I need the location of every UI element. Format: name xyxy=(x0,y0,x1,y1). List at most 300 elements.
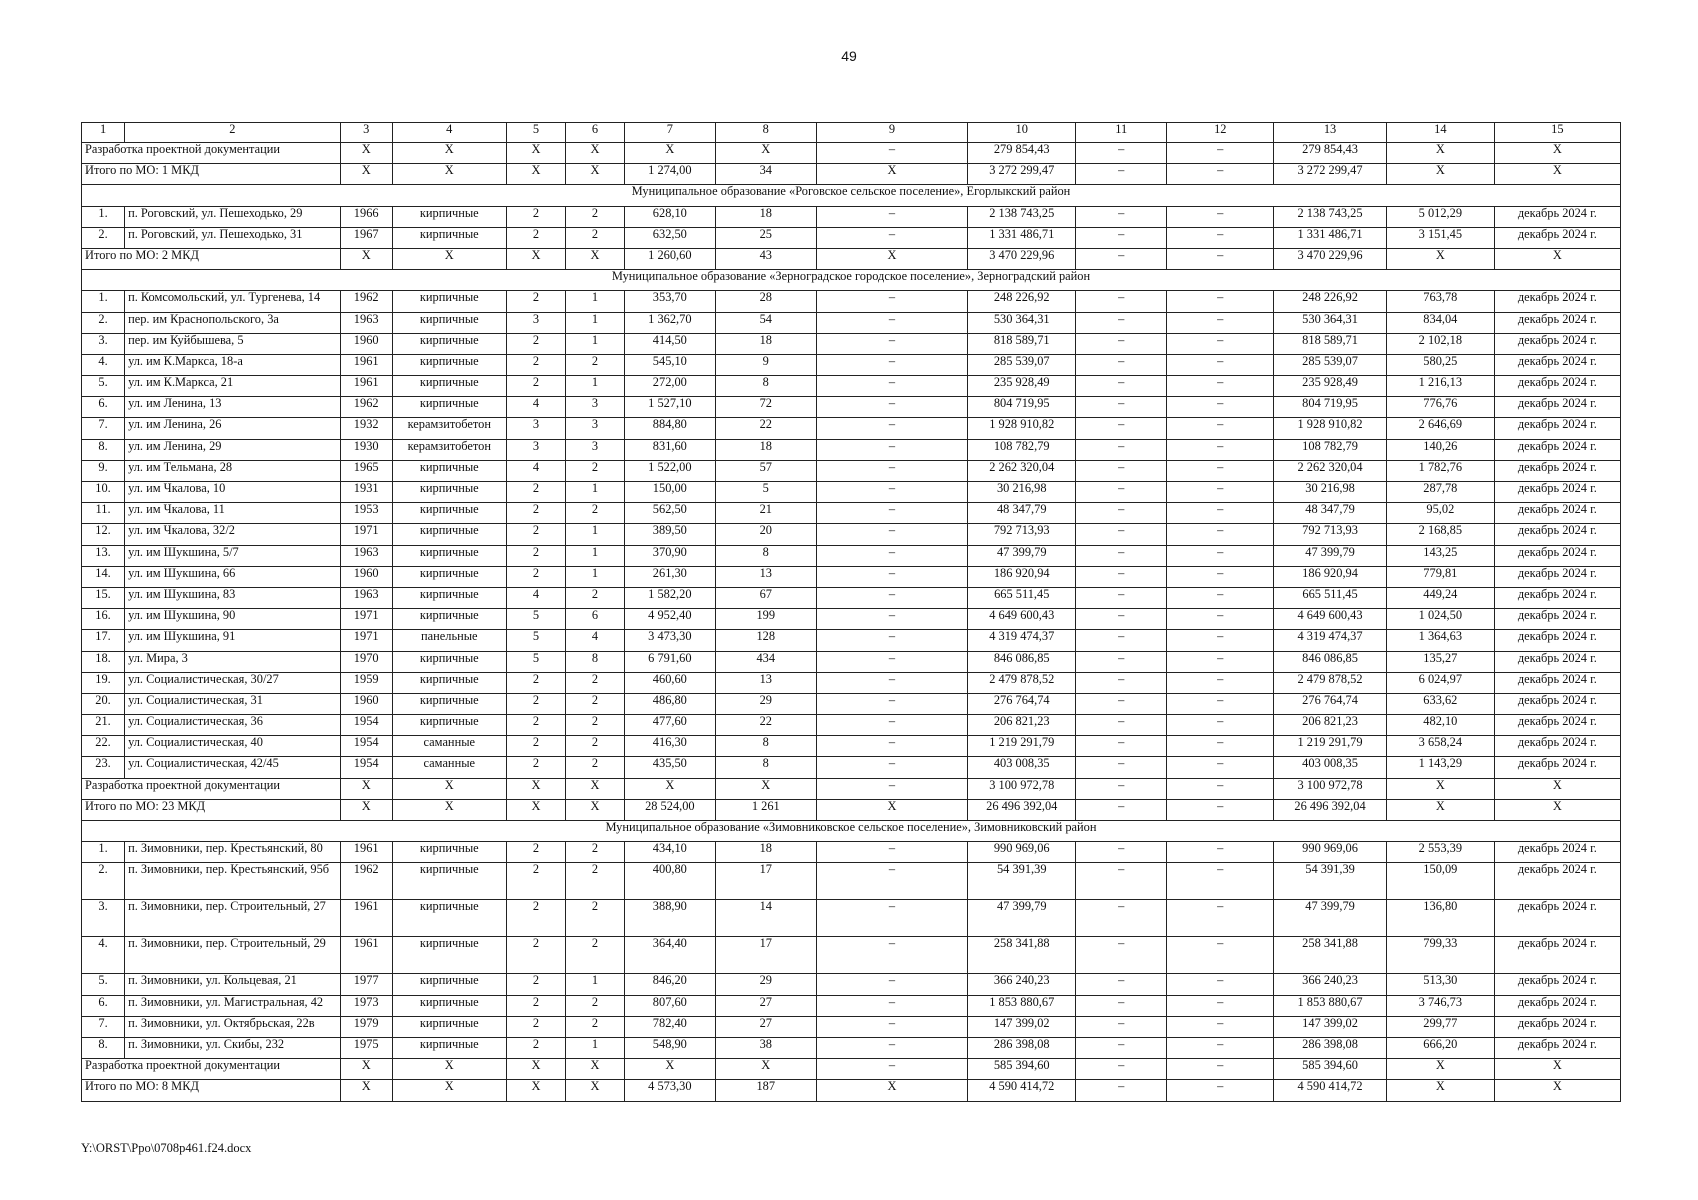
column-number-cell: 9 xyxy=(816,123,968,143)
table-cell: 580,25 xyxy=(1386,354,1494,375)
table-cell: 807,60 xyxy=(624,995,715,1016)
table-cell: 804 719,95 xyxy=(968,397,1076,418)
table-cell: 846 086,85 xyxy=(1274,651,1387,672)
table-cell: – xyxy=(1076,778,1167,799)
table-cell: 2 xyxy=(566,354,624,375)
municipality-title: Муниципальное образование «Роговское сельское поселение», Егорлыкский район xyxy=(82,185,1621,206)
table-cell: 1963 xyxy=(340,587,392,608)
address-cell: п. Роговский, ул. Пешеходько, 29 xyxy=(125,206,340,227)
table-cell: X xyxy=(816,248,968,269)
table-cell: декабрь 2024 г. xyxy=(1494,354,1620,375)
table-cell: кирпичные xyxy=(392,587,506,608)
table-cell: X xyxy=(566,778,624,799)
address-cell: ул. Мира, 3 xyxy=(125,651,340,672)
table-cell: – xyxy=(1167,937,1274,974)
table-cell: 403 008,35 xyxy=(1274,757,1387,778)
table-cell: 818 589,71 xyxy=(968,333,1076,354)
table-cell: 513,30 xyxy=(1386,974,1494,995)
table-cell: 2 xyxy=(506,842,566,863)
table-cell: 21 xyxy=(716,503,817,524)
table-cell: – xyxy=(1167,693,1274,714)
table-cell: 147 399,02 xyxy=(1274,1016,1387,1037)
table-cell: 1 xyxy=(566,482,624,503)
table-row xyxy=(82,227,1621,248)
row-number-cell: 3. xyxy=(82,333,125,354)
table-cell: 2 xyxy=(566,587,624,608)
table-cell: – xyxy=(816,609,968,630)
table-cell: кирпичные xyxy=(392,651,506,672)
table-cell: – xyxy=(1167,587,1274,608)
table-cell: 6 791,60 xyxy=(624,651,715,672)
column-number-cell: 7 xyxy=(624,123,715,143)
table-cell: 2 xyxy=(506,1016,566,1037)
table-cell: 389,50 xyxy=(624,524,715,545)
houses-table xyxy=(81,122,1621,1102)
table-cell: декабрь 2024 г. xyxy=(1494,503,1620,524)
table-row xyxy=(82,937,1621,974)
table-cell: 1931 xyxy=(340,482,392,503)
table-cell: – xyxy=(1167,354,1274,375)
table-cell: 1960 xyxy=(340,566,392,587)
table-cell: кирпичные xyxy=(392,566,506,587)
table-cell: – xyxy=(816,545,968,566)
table-cell: 2 xyxy=(566,715,624,736)
address-cell: ул. им Тельмана, 28 xyxy=(125,460,340,481)
table-row xyxy=(82,587,1621,608)
total-row xyxy=(82,143,1621,164)
table-cell: 186 920,94 xyxy=(968,566,1076,587)
table-cell: 67 xyxy=(716,587,817,608)
table-cell: – xyxy=(816,333,968,354)
table-cell: 548,90 xyxy=(624,1037,715,1058)
column-number-cell: 4 xyxy=(392,123,506,143)
row-number-cell: 12. xyxy=(82,524,125,545)
table-cell: 1975 xyxy=(340,1037,392,1058)
table-cell: – xyxy=(1167,1080,1274,1101)
table-cell: 3 272 299,47 xyxy=(968,164,1076,185)
table-cell: декабрь 2024 г. xyxy=(1494,693,1620,714)
table-cell: 799,33 xyxy=(1386,937,1494,974)
table-cell: кирпичные xyxy=(392,609,506,630)
table-cell: 1970 xyxy=(340,651,392,672)
row-number-cell: 21. xyxy=(82,715,125,736)
table-cell: – xyxy=(1167,651,1274,672)
table-cell: декабрь 2024 г. xyxy=(1494,842,1620,863)
table-cell: X xyxy=(566,248,624,269)
table-cell: – xyxy=(1076,248,1167,269)
table-cell: декабрь 2024 г. xyxy=(1494,418,1620,439)
table-row xyxy=(82,206,1621,227)
table-row xyxy=(82,693,1621,714)
table-row xyxy=(82,974,1621,995)
table-cell: 1 219 291,79 xyxy=(968,736,1076,757)
total-label: Итого по МО: 23 МКД xyxy=(82,799,341,820)
address-cell: ул. Социалистическая, 42/45 xyxy=(125,757,340,778)
table-cell: 2 xyxy=(506,900,566,937)
table-cell: – xyxy=(1167,460,1274,481)
table-cell: 628,10 xyxy=(624,206,715,227)
table-cell: – xyxy=(1167,900,1274,937)
table-cell: 1960 xyxy=(340,333,392,354)
row-number-cell: 6. xyxy=(82,995,125,1016)
table-cell: – xyxy=(1167,1059,1274,1080)
table-cell: – xyxy=(816,206,968,227)
table-cell: кирпичные xyxy=(392,842,506,863)
table-cell: – xyxy=(816,937,968,974)
table-cell: X xyxy=(506,799,566,820)
table-cell: 366 240,23 xyxy=(968,974,1076,995)
table-cell: 3 473,30 xyxy=(624,630,715,651)
table-cell: декабрь 2024 г. xyxy=(1494,609,1620,630)
table-cell: 2 xyxy=(566,693,624,714)
table-cell: – xyxy=(1076,974,1167,995)
table-cell: – xyxy=(1076,693,1167,714)
row-number-cell: 13. xyxy=(82,545,125,566)
address-cell: п. Зимовники, пер. Крестьянский, 95б xyxy=(125,863,340,900)
table-cell: – xyxy=(1076,566,1167,587)
table-cell: 364,40 xyxy=(624,937,715,974)
table-cell: 1 xyxy=(566,566,624,587)
table-cell: 285 539,07 xyxy=(968,354,1076,375)
table-cell: 14 xyxy=(716,900,817,937)
table-cell: – xyxy=(816,439,968,460)
table-cell: – xyxy=(1076,715,1167,736)
table-cell: – xyxy=(1076,354,1167,375)
table-cell: X xyxy=(392,1080,506,1101)
table-cell: 29 xyxy=(716,974,817,995)
table-cell: 2 xyxy=(566,842,624,863)
table-cell: саманные xyxy=(392,736,506,757)
table-cell: X xyxy=(392,143,506,164)
table-cell: – xyxy=(1076,672,1167,693)
total-label: Итого по МО: 1 МКД xyxy=(82,164,341,185)
table-cell: 140,26 xyxy=(1386,439,1494,460)
table-cell: 633,62 xyxy=(1386,693,1494,714)
table-cell: X xyxy=(340,164,392,185)
column-number-cell: 12 xyxy=(1167,123,1274,143)
column-number-cell: 2 xyxy=(125,123,340,143)
table-row xyxy=(82,524,1621,545)
table-row xyxy=(82,842,1621,863)
table-cell: – xyxy=(1076,418,1167,439)
table-cell: 782,40 xyxy=(624,1016,715,1037)
table-cell: – xyxy=(1167,609,1274,630)
table-cell: 2 xyxy=(506,715,566,736)
address-cell: п. Зимовники, ул. Кольцевая, 21 xyxy=(125,974,340,995)
table-cell: 2 xyxy=(566,863,624,900)
table-cell: 261,30 xyxy=(624,566,715,587)
row-number-cell: 1. xyxy=(82,842,125,863)
table-cell: X xyxy=(1494,1059,1620,1080)
column-number-cell: 6 xyxy=(566,123,624,143)
table-cell: – xyxy=(1076,630,1167,651)
table-cell: кирпичные xyxy=(392,1037,506,1058)
table-cell: – xyxy=(1076,524,1167,545)
table-cell: 1965 xyxy=(340,460,392,481)
table-cell: 186 920,94 xyxy=(1274,566,1387,587)
row-number-cell: 15. xyxy=(82,587,125,608)
table-cell: декабрь 2024 г. xyxy=(1494,900,1620,937)
table-cell: X xyxy=(340,1080,392,1101)
table-cell: 206 821,23 xyxy=(968,715,1076,736)
table-cell: 1 331 486,71 xyxy=(968,227,1076,248)
table-cell: X xyxy=(1386,1059,1494,1080)
table-cell: 1 928 910,82 xyxy=(968,418,1076,439)
table-row xyxy=(82,757,1621,778)
table-cell: – xyxy=(1076,937,1167,974)
table-cell: 3 272 299,47 xyxy=(1274,164,1387,185)
file-path-footer: Y:\ORST\Ppo\0708p461.f24.docx xyxy=(81,1141,252,1155)
table-cell: 47 399,79 xyxy=(968,900,1076,937)
table-cell: X xyxy=(566,1080,624,1101)
table-cell: 22 xyxy=(716,418,817,439)
address-cell: ул. им Шукшина, 91 xyxy=(125,630,340,651)
total-row xyxy=(82,778,1621,799)
table-cell: 1 xyxy=(566,312,624,333)
address-cell: пер. им Краснопольского, 3а xyxy=(125,312,340,333)
table-cell: 353,70 xyxy=(624,291,715,312)
table-cell: саманные xyxy=(392,757,506,778)
table-cell: 47 399,79 xyxy=(1274,545,1387,566)
table-cell: 1 853 880,67 xyxy=(1274,995,1387,1016)
table-cell: кирпичные xyxy=(392,995,506,1016)
table-cell: декабрь 2024 г. xyxy=(1494,863,1620,900)
table-row xyxy=(82,333,1621,354)
row-number-cell: 8. xyxy=(82,439,125,460)
table-cell: 47 399,79 xyxy=(968,545,1076,566)
table-cell: 1961 xyxy=(340,900,392,937)
table-cell: – xyxy=(816,460,968,481)
table-cell: 3 100 972,78 xyxy=(1274,778,1387,799)
table-cell: 482,10 xyxy=(1386,715,1494,736)
table-cell: X xyxy=(506,164,566,185)
table-cell: 2 xyxy=(506,354,566,375)
table-cell: – xyxy=(1167,974,1274,995)
table-cell: 2 xyxy=(506,566,566,587)
table-cell: 108 782,79 xyxy=(968,439,1076,460)
table-cell: 1 331 486,71 xyxy=(1274,227,1387,248)
table-cell: 1962 xyxy=(340,291,392,312)
page-number: 49 xyxy=(841,48,857,64)
table-cell: 2 138 743,25 xyxy=(968,206,1076,227)
table-cell: – xyxy=(1076,995,1167,1016)
address-cell: п. Роговский, ул. Пешеходько, 31 xyxy=(125,227,340,248)
row-number-cell: 8. xyxy=(82,1037,125,1058)
address-cell: ул. им Ленина, 26 xyxy=(125,418,340,439)
table-cell: кирпичные xyxy=(392,206,506,227)
table-cell: 1954 xyxy=(340,757,392,778)
table-cell: 4 573,30 xyxy=(624,1080,715,1101)
table-row xyxy=(82,376,1621,397)
table-cell: 20 xyxy=(716,524,817,545)
table-cell: 2 262 320,04 xyxy=(1274,460,1387,481)
table-cell: 530 364,31 xyxy=(1274,312,1387,333)
table-cell: 30 216,98 xyxy=(968,482,1076,503)
table-cell: – xyxy=(816,1016,968,1037)
table-cell: X xyxy=(340,799,392,820)
table-cell: 2 xyxy=(506,937,566,974)
table-cell: – xyxy=(1167,995,1274,1016)
table-cell: декабрь 2024 г. xyxy=(1494,937,1620,974)
table-cell: X xyxy=(816,164,968,185)
table-cell: – xyxy=(1167,736,1274,757)
table-cell: 2 xyxy=(566,227,624,248)
table-cell: 18 xyxy=(716,842,817,863)
table-cell: X xyxy=(340,778,392,799)
table-cell: X xyxy=(1386,1080,1494,1101)
table-cell: 28 xyxy=(716,291,817,312)
table-cell: 1 143,29 xyxy=(1386,757,1494,778)
table-cell: 1961 xyxy=(340,376,392,397)
table-cell: X xyxy=(392,1059,506,1080)
table-cell: – xyxy=(816,143,968,164)
table-cell: – xyxy=(1076,757,1167,778)
table-cell: 2 646,69 xyxy=(1386,418,1494,439)
table-cell: 1954 xyxy=(340,736,392,757)
table-cell: 13 xyxy=(716,672,817,693)
table-cell: 1973 xyxy=(340,995,392,1016)
table-cell: X xyxy=(1494,778,1620,799)
table-cell: 2 xyxy=(566,937,624,974)
table-cell: декабрь 2024 г. xyxy=(1494,524,1620,545)
table-row xyxy=(82,482,1621,503)
table-cell: 3 746,73 xyxy=(1386,995,1494,1016)
table-cell: X xyxy=(816,1080,968,1101)
table-cell: кирпичные xyxy=(392,291,506,312)
table-cell: кирпичные xyxy=(392,672,506,693)
table-cell: 48 347,79 xyxy=(1274,503,1387,524)
table-cell: – xyxy=(1167,291,1274,312)
table-cell: – xyxy=(816,842,968,863)
table-cell: – xyxy=(1076,1016,1167,1037)
table-cell: 2 xyxy=(506,503,566,524)
table-cell: – xyxy=(1076,460,1167,481)
table-cell: декабрь 2024 г. xyxy=(1494,439,1620,460)
row-number-cell: 14. xyxy=(82,566,125,587)
table-cell: – xyxy=(816,312,968,333)
column-number-cell: 8 xyxy=(716,123,817,143)
address-cell: п. Зимовники, пер. Крестьянский, 80 xyxy=(125,842,340,863)
table-cell: 143,25 xyxy=(1386,545,1494,566)
table-cell: X xyxy=(506,1080,566,1101)
table-cell: X xyxy=(392,248,506,269)
table-cell: 763,78 xyxy=(1386,291,1494,312)
table-cell: 3 xyxy=(566,439,624,460)
table-cell: декабрь 2024 г. xyxy=(1494,974,1620,995)
table-cell: 2 xyxy=(506,863,566,900)
table-cell: 22 xyxy=(716,715,817,736)
table-cell: 1963 xyxy=(340,312,392,333)
table-row xyxy=(82,418,1621,439)
table-cell: 3 xyxy=(566,397,624,418)
table-cell: 1979 xyxy=(340,1016,392,1037)
table-cell: декабрь 2024 г. xyxy=(1494,227,1620,248)
table-cell: – xyxy=(816,524,968,545)
table-cell: – xyxy=(816,651,968,672)
table-cell: 884,80 xyxy=(624,418,715,439)
table-cell: – xyxy=(1167,757,1274,778)
table-cell: 2 168,85 xyxy=(1386,524,1494,545)
table-cell: X xyxy=(624,1059,715,1080)
table-cell: 136,80 xyxy=(1386,900,1494,937)
table-cell: 54 391,39 xyxy=(1274,863,1387,900)
table-cell: 1 928 910,82 xyxy=(1274,418,1387,439)
table-row xyxy=(82,566,1621,587)
table-cell: 1 xyxy=(566,1037,624,1058)
column-number-cell: 11 xyxy=(1076,123,1167,143)
column-number-cell: 14 xyxy=(1386,123,1494,143)
table-cell: кирпичные xyxy=(392,503,506,524)
column-number-cell: 10 xyxy=(968,123,1076,143)
table-cell: X xyxy=(716,1059,817,1080)
table-cell: 2 xyxy=(506,227,566,248)
table-row xyxy=(82,460,1621,481)
table-cell: – xyxy=(816,418,968,439)
table-cell: декабрь 2024 г. xyxy=(1494,736,1620,757)
table-row xyxy=(82,1016,1621,1037)
table-cell: 990 969,06 xyxy=(968,842,1076,863)
table-cell: 34 xyxy=(716,164,817,185)
table-cell: 28 524,00 xyxy=(624,799,715,820)
table-cell: 248 226,92 xyxy=(1274,291,1387,312)
table-cell: 2 xyxy=(506,995,566,1016)
table-cell: – xyxy=(816,630,968,651)
table-cell: – xyxy=(1076,439,1167,460)
table-cell: 1 xyxy=(566,974,624,995)
table-cell: 187 xyxy=(716,1080,817,1101)
table-cell: 2 xyxy=(566,503,624,524)
table-row xyxy=(82,900,1621,937)
table-cell: 2 102,18 xyxy=(1386,333,1494,354)
table-cell: 8 xyxy=(716,736,817,757)
table-cell: X xyxy=(340,1059,392,1080)
table-cell: 2 xyxy=(506,757,566,778)
row-number-cell: 9. xyxy=(82,460,125,481)
row-number-cell: 1. xyxy=(82,291,125,312)
table-cell: панельные xyxy=(392,630,506,651)
table-cell: 4 590 414,72 xyxy=(968,1080,1076,1101)
table-cell: 792 713,93 xyxy=(1274,524,1387,545)
total-label: Разработка проектной документации xyxy=(82,143,341,164)
table-cell: 276 764,74 xyxy=(968,693,1076,714)
table-cell: кирпичные xyxy=(392,974,506,995)
table-cell: 818 589,71 xyxy=(1274,333,1387,354)
table-row xyxy=(82,291,1621,312)
table-cell: X xyxy=(1386,248,1494,269)
table-cell: 2 262 320,04 xyxy=(968,460,1076,481)
table-cell: 8 xyxy=(716,545,817,566)
table-cell: – xyxy=(1167,397,1274,418)
table-cell: X xyxy=(340,248,392,269)
table-cell: декабрь 2024 г. xyxy=(1494,587,1620,608)
table-cell: 4 590 414,72 xyxy=(1274,1080,1387,1101)
table-cell: X xyxy=(1494,143,1620,164)
table-cell: – xyxy=(816,900,968,937)
table-cell: 286 398,08 xyxy=(968,1037,1076,1058)
table-cell: 18 xyxy=(716,206,817,227)
address-cell: п. Зимовники, пер. Строительный, 27 xyxy=(125,900,340,937)
table-cell: 286 398,08 xyxy=(1274,1037,1387,1058)
table-cell: X xyxy=(1386,778,1494,799)
table-cell: 1930 xyxy=(340,439,392,460)
address-cell: п. Комсомольский, ул. Тургенева, 14 xyxy=(125,291,340,312)
table-row xyxy=(82,736,1621,757)
table-cell: кирпичные xyxy=(392,397,506,418)
table-cell: – xyxy=(1076,842,1167,863)
table-cell: X xyxy=(624,143,715,164)
table-cell: 4 952,40 xyxy=(624,609,715,630)
table-cell: 366 240,23 xyxy=(1274,974,1387,995)
